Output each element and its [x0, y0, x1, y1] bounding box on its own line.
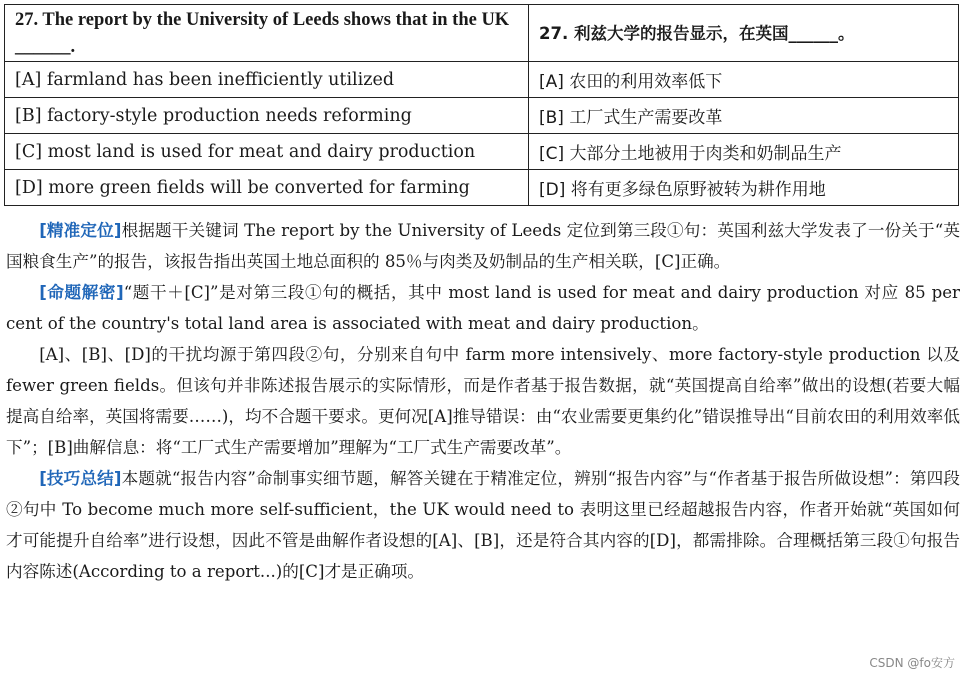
option-a-en: [A] farmland has been inefficiently utilized: [5, 62, 529, 98]
explanation-distractors: [6, 339, 960, 463]
option-b-cn: [B] 工厂式生产需要改革: [529, 98, 959, 134]
option-c-en: [C] most land is used for meat and dairy production: [5, 134, 529, 170]
explanation-decode: [6, 277, 960, 339]
watermark: CSDN @fo安方: [869, 656, 955, 670]
option-d-cn: [D] 将有更多绿色原野被转为耕作用地: [529, 170, 959, 206]
option-d-en: [D] more green fields will be converted for farming: [5, 170, 529, 206]
decode-text: “题干＋[C]”是对第三段①句的概括，其中 most land is used for meat and dairy production 对应 85 per cent of the country's total land area is associated with meat and dairy production。: [6, 283, 960, 333]
explanation: [6, 215, 960, 587]
summary-text: 本题就“报告内容”命制事实细节题，解答关键在于精准定位，辨别“报告内容”与“作者基于报告所做设想”：第四段②句中 To become much more self-sufficient，the UK would need to 表明这里已经超越报告内容，作者开始就“英国如何才可能提升自给率”进行设想，因此不管是曲解作者设想的[A]、[B]，还是符合其内容的[D]，都需排除。合理概括第三段①句报告内容陈述(According to a report...)的[C]才是正确项。: [6, 469, 960, 581]
tag-summary: [技巧总结]: [39, 469, 122, 488]
option-c-cn: [C] 大部分土地被用于肉类和奶制品生产: [529, 134, 959, 170]
explanation-summary: [6, 463, 960, 587]
question-table: [4, 4, 959, 206]
question-stem-en: 27. The report by the University of Leeds shows that in the UK ______.: [5, 5, 529, 62]
option-b-en: [B] factory-style production needs reforming: [5, 98, 529, 134]
locate-text: 根据题干关键词 The report by the University of Leeds 定位到第三段①句：英国利兹大学发表了一份关于“英国粮食生产”的报告，该报告指出英国土地总面积的 85％与肉类及奶制品的生产相关联，[C]正确。: [6, 221, 960, 271]
tag-locate: [精准定位]: [39, 221, 122, 240]
explanation-locate: [6, 215, 960, 277]
distractors-text: [A]、[B]、[D]的干扰均源于第四段②句，分别来自句中 farm more intensively、more factory-style production 以及 fewer green fields。但该句并非陈述报告展示的实际情形，而是作者基于报告数据，就“英国提高自给率”做出的设想(若要大幅提高自给率，英国将需要……)，均不合题干要求。更何况[A]推导错误：由“农业需要更集约化”错误推导出“目前农田的利用效率低下”；[B]曲解信息：将“工厂式生产需要增加”理解为“工厂式生产需要改革”。: [6, 345, 960, 457]
tag-decode: [命题解密]: [39, 283, 124, 302]
question-stem-cn: 27. 利兹大学的报告显示，在英国______。: [529, 5, 959, 62]
option-a-cn: [A] 农田的利用效率低下: [529, 62, 959, 98]
